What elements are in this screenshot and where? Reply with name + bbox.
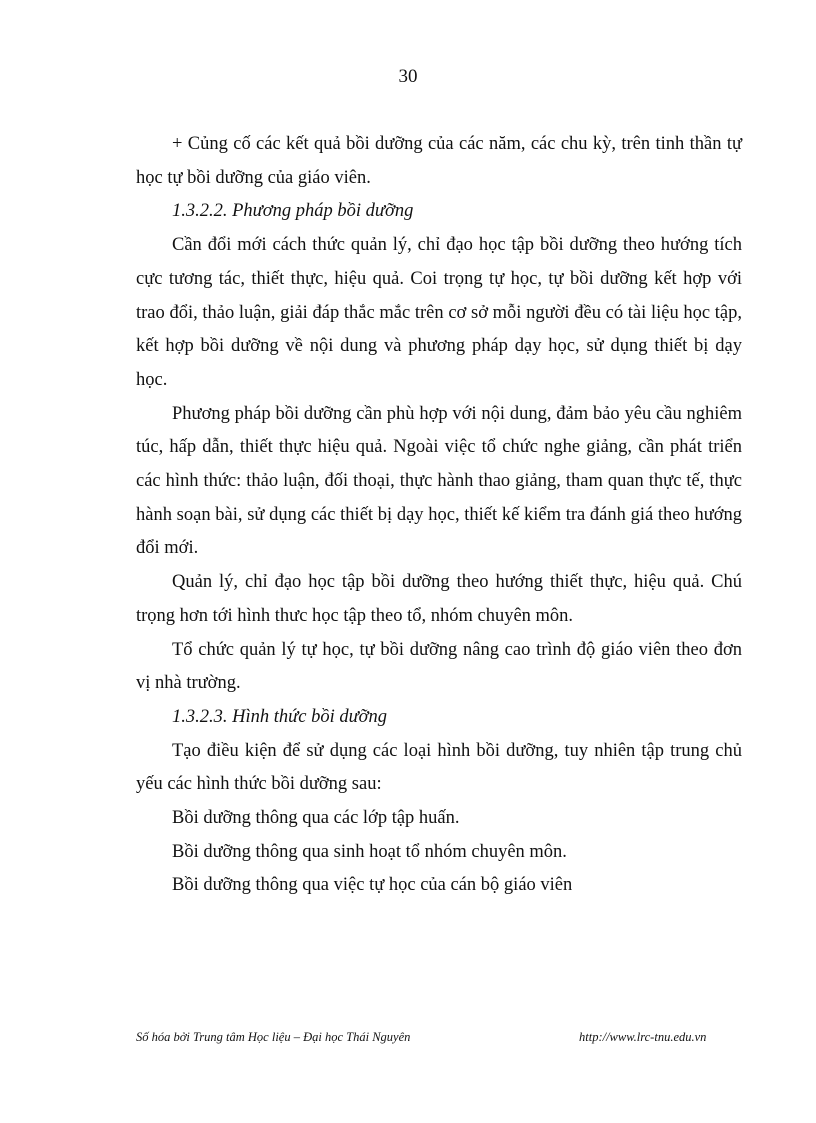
paragraph-conditions: Tạo điều kiện để sử dụng các loại hình bồi dưỡng, tuy nhiên tập trung chủ yếu các hình thức bồi dưỡng sau: xyxy=(136,740,742,795)
paragraph-methods: Phương pháp bồi dưỡng cần phù hợp với nội dung, đảm bảo yêu cầu nghiêm túc, hấp dẫn, thiết thực hiệu quả. Ngoài việc tổ chức nghe giảng, cần phát triển các hình thức: thảo luận, đối thoại, thực hành thao giảng, tham quan thực tế, thực hành soạn bài, sử dụng các thiết bị dạy học, thiết kế kiểm tra đánh giá theo hướng đổi mới. xyxy=(136,403,742,559)
paragraph-innovation: Cần đổi mới cách thức quản lý, chỉ đạo học tập bồi dưỡng theo hướng tích cực tương tác, thiết thực, hiệu quả. Coi trọng tự học, tự bồi dưỡng kết hợp với trao đổi, thảo luận, giải đáp thắc mắc trên cơ sở mỗi người đều có tài liệu học tập, kết hợp bồi dưỡng về nội dung và phương pháp dạy học, sử dụng thiết bị dạy học. xyxy=(136,235,742,390)
footer-url: http://www.lrc-tnu.edu.vn xyxy=(579,1030,707,1044)
document-body xyxy=(136,128,742,903)
list-item-training-class: Bồi dưỡng thông qua các lớp tập huấn. xyxy=(172,808,460,829)
list-item-self-study: Bồi dưỡng thông qua việc tự học của cán bộ giáo viên xyxy=(172,875,573,896)
footer-credit: Số hóa bởi Trung tâm Học liệu – Đại học Thái Nguyên xyxy=(136,1030,411,1044)
section-heading-methods: 1.3.2.2. Phương pháp bồi dưỡng xyxy=(172,201,414,222)
list-item-group-activity: Bồi dưỡng thông qua sinh hoạt tổ nhóm chuyên môn. xyxy=(172,841,567,862)
paragraph-management: Quản lý, chỉ đạo học tập bồi dưỡng theo hướng thiết thực, hiệu quả. Chú trọng hơn tới hình thưc học tập theo tổ, nhóm chuyên môn. xyxy=(136,572,742,626)
section-heading-forms: 1.3.2.3. Hình thức bồi dưỡng xyxy=(172,706,388,727)
paragraph-consolidate: + Củng cố các kết quả bồi dưỡng của các năm, các chu kỳ, trên tinh thần tự học tự bồi dưỡng của giáo viên. xyxy=(136,134,742,188)
page-number: 30 xyxy=(398,66,418,87)
paragraph-self-study: Tổ chức quản lý tự học, tự bồi dưỡng nâng cao trình độ giáo viên theo đơn vị nhà trường. xyxy=(136,639,742,694)
